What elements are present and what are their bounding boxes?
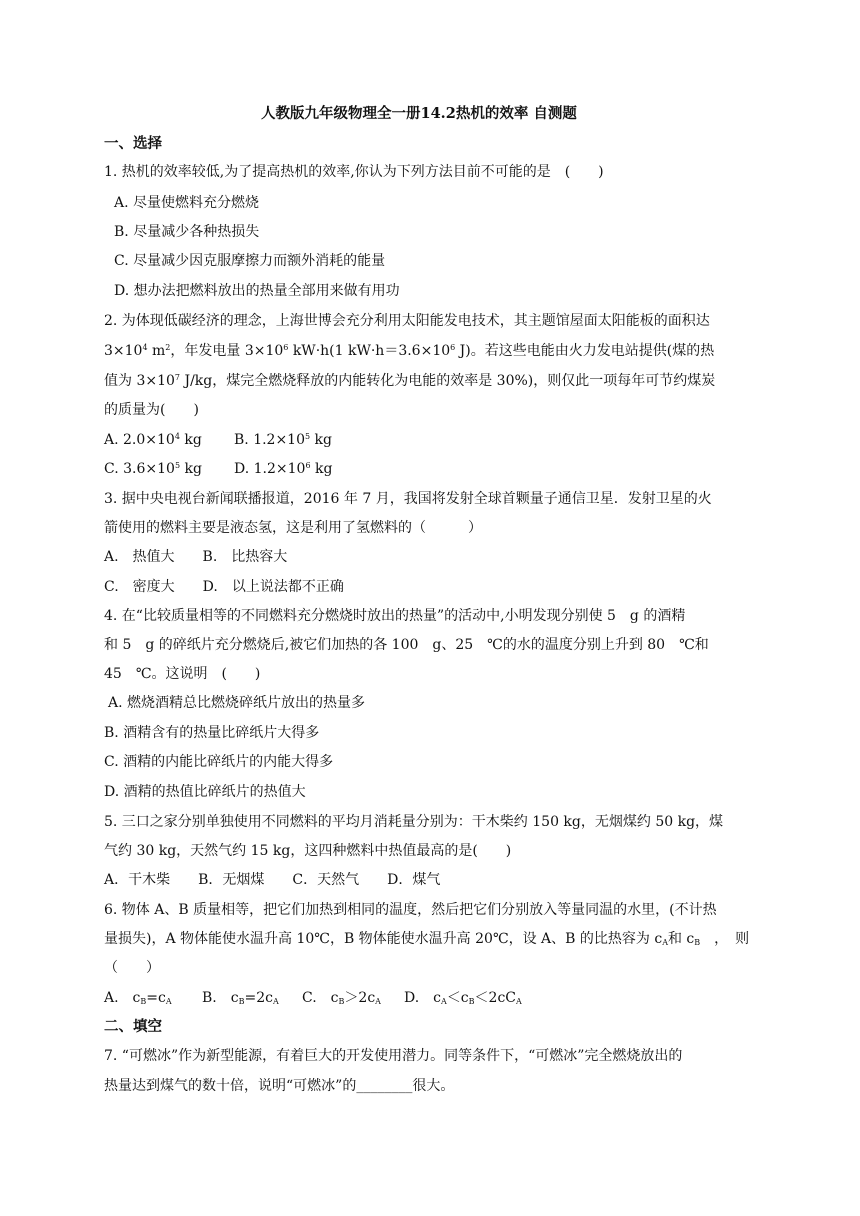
question-2-line-1: 2. 为体现低碳经济的理念，上海世博会充分利用太阳能发电技术，其主题馆屋面太阳能板的面积达 [104,313,710,329]
question-4-option-b: B. 酒精含有的热量比碎纸片大得多 [104,725,320,741]
question-3-options-ab: A. 热值大 B. 比热容大 [104,549,288,565]
question-4-line-1: 4. 在“比较质量相等的不同燃料充分燃烧时放出的热量”的活动中,小明发现分别使 5 g 的酒精 [104,608,686,624]
question-1-option-b: B. 尽量减少各种热损失 [114,224,260,240]
question-6-option-c: C. $c_B>2c_A$ [302,990,381,1006]
question-2-option-a: A. $2.0\times 10^4$ kg [104,432,202,448]
question-2-line-2: $3\times 10^4$ $m^2$，年发电量 $3\times 10^6$ kW·h(1 $kW\cdot h=3.6\times 10^6$ J)。若这些电能由火力发电站提供(煤的热 [104,343,715,359]
question-4-line-2: 和 5 g 的碎纸片充分燃烧后,被它们加热的各 100 g、25 ℃的水的温度分别上升到 80 ℃和 [104,637,709,653]
question-6-option-b: B. $c_B=2c_A$ [202,990,279,1006]
question-5-options: A．干木柴 B．无烟煤 C．天然气 D．煤气 [104,872,441,888]
question-4-option-c: C. 酒精的内能比碎纸片的内能大得多 [104,754,334,770]
question-7-line-2: 热量达到煤气的数十倍，说明“可燃冰”的________很大。 [104,1078,455,1094]
question-3-line-1: 3. 据中央电视台新闻联播报道，2016 年 7 月，我国将发射全球首颗量子通信卫星．发射卫星的火 [104,491,712,507]
question-6-option-d: D. $c_A<c_B<2cC_A$ [404,990,522,1006]
question-3-line-2: 箭使用的燃料主要是液态氢，这是利用了氢燃料的（ ） [104,520,482,536]
question-7-line-1: 7. “可燃冰”作为新型能源，有着巨大的开发使用潜力。同等条件下，“可燃冰”完全燃烧放出的 [104,1048,683,1064]
question-2-option-c: C. $3.6\times 10^5$ kg [104,461,202,477]
question-5-line-2: 气约 30 kg，天然气约 15 kg，这四种燃料中热值最高的是( ) [104,843,512,859]
question-2-line-3: 值为 $3\times 10^7$ J/kg，煤完全燃烧释放的内能转化为电能的效率是 30%)，则仅此一项每年可节约煤炭 [104,373,716,389]
question-2-option-d: D. $1.2\times 10^6$ kg [234,461,333,477]
question-6-option-a: A. $c_B=c_A$ [104,990,172,1006]
question-1-stem: 1. 热机的效率较低,为了提高热机的效率,你认为下列方法目前不可能的是 ( ) [104,164,604,180]
document-title: 人教版九年级物理全一册14.2热机的效率 自测题 [261,105,577,122]
question-4-option-a: A. 燃烧酒精总比燃烧碎纸片放出的热量多 [108,695,366,711]
section-heading-fill-in: 二、填空 [104,1018,162,1035]
question-6-line-3: （ ） [104,960,160,976]
question-2-option-b: B. $1.2\times 10^5$ kg [234,432,332,448]
question-6-line-2: 量损失)，A 物体能使水温升高 10℃，B 物体能使水温升高 20℃，设 A、B 的比热容为 $c_A$和 $c_B$ ， 则 [104,931,750,947]
question-1-option-c: C. 尽量减少因克服摩擦力而额外消耗的能量 [114,253,386,269]
question-2-line-4: 的质量为( ) [104,402,199,418]
question-4-option-d: D. 酒精的热值比碎纸片的热值大 [104,784,306,800]
question-3-options-cd: C. 密度大 D. 以上说法都不正确 [104,579,344,595]
question-6-line-1: 6. 物体 A、B 质量相等，把它们加热到相同的温度，然后把它们分别放入等量同温的水里，(不计热 [104,902,717,918]
question-1-option-a: A. 尽量使燃料充分燃烧 [114,195,260,211]
question-1-option-d: D. 想办法把燃料放出的热量全部用来做有用功 [114,283,400,299]
question-5-line-1: 5. 三口之家分别单独使用不同燃料的平均月消耗量分别为：干木柴约 150 kg，无烟煤约 50 kg，煤 [104,814,724,830]
section-heading-choice: 一、选择 [104,135,162,152]
question-4-line-3: 45 ℃。这说明 ( ) [104,666,261,682]
